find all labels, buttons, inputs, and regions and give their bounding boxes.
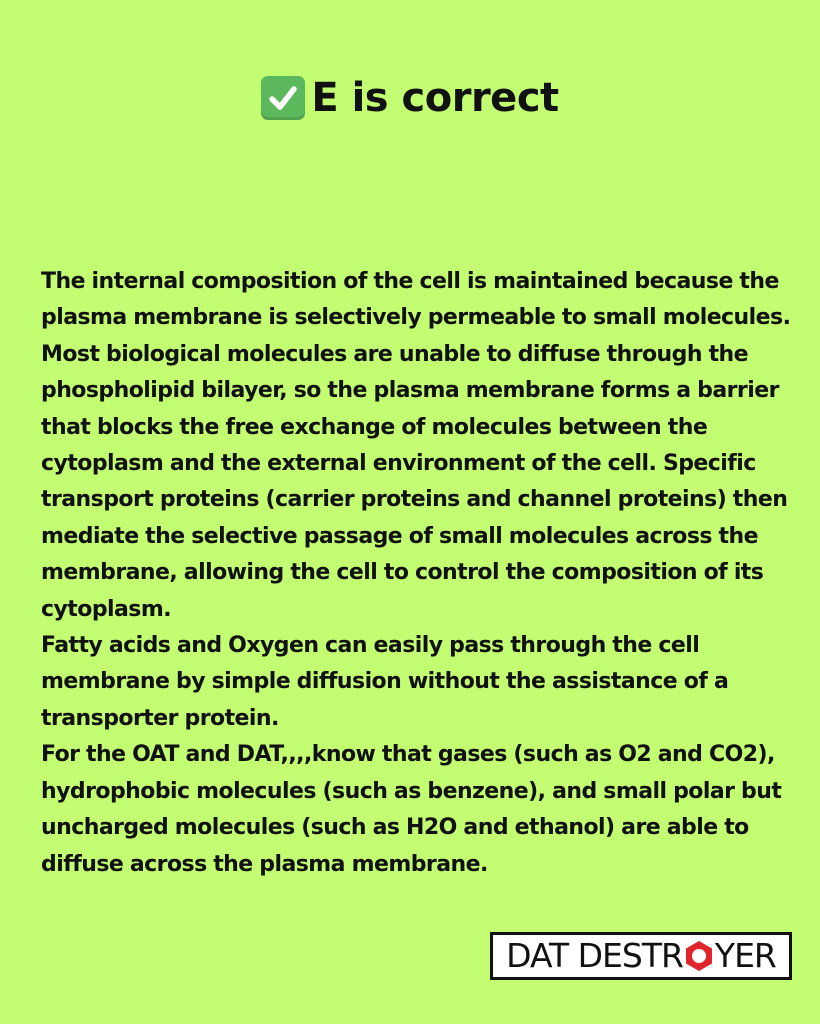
explanation-paragraph: For the OAT and DAT,,,,know that gases (such as O2 and CO2), hydrophobic molecules (such as benzene), and small polar but uncharged molecules (such as H2O and ethanol) are able to diffuse across the plasma membrane. — [41, 742, 782, 877]
logo-text-start: DAT DESTR — [506, 936, 683, 975]
explanation-paragraph: Fatty acids and Oxygen can easily pass through the cell membrane by simple diffusion without the assistance of a transporter protein. — [41, 633, 729, 731]
explanation-paragraph: The internal composition of the cell is maintained because the plasma membrane is selectively permeable to small molecules. Most biological molecules are unable to diffuse through the phospholipid bilayer, so the plasma membrane forms a barrier that blocks the free exchange of molecules between the cytoplasm and the external environment of the cell. Specific transport proteins (carrier proteins and channel proteins) then mediate the selective passage of small molecules across the membrane, allowing the cell to control the composition of its cytoplasm. — [41, 269, 791, 622]
answer-title: E is correct — [311, 75, 559, 121]
hex-nut-icon — [684, 940, 714, 972]
title-row — [0, 72, 820, 124]
logo-text-end: YER — [714, 936, 776, 975]
dat-destroyer-logo — [490, 932, 792, 980]
explanation-text — [41, 264, 801, 883]
check-mark-icon — [261, 76, 305, 120]
